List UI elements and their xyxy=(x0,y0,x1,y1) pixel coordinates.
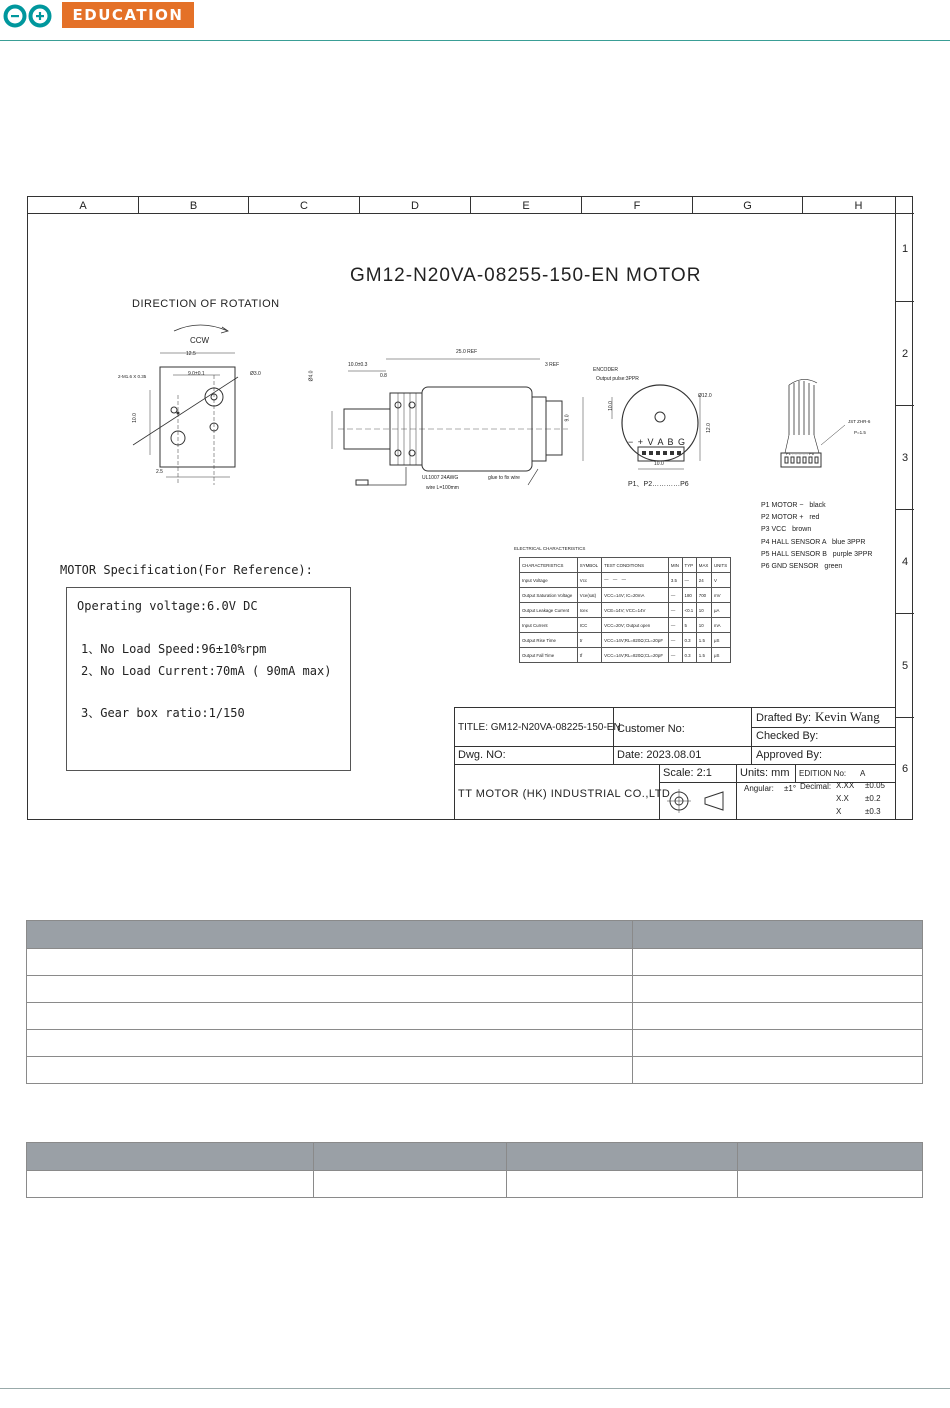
tb-tol-val: ±0.2 xyxy=(865,794,881,803)
elec-cell: <0.1 xyxy=(682,603,696,618)
elec-cell: 3.5 xyxy=(668,573,682,588)
elec-cell: ICC xyxy=(577,618,601,633)
elec-header: SYMBOL xyxy=(577,558,601,573)
table-cell xyxy=(633,976,923,1003)
col-label: B xyxy=(139,197,249,214)
tb-tol-key: X.XX xyxy=(836,781,855,790)
elec-cell: 10 xyxy=(696,618,711,633)
tb-approved: Approved By: xyxy=(756,749,823,761)
spec-line: 1、No Load Speed:96±10%rpm xyxy=(81,642,267,656)
table-cell xyxy=(314,1171,507,1198)
elec-cell: — xyxy=(668,633,682,648)
row-label: 2 xyxy=(896,301,914,405)
table-row xyxy=(27,1171,923,1198)
elec-row xyxy=(520,603,731,618)
col-label: D xyxy=(360,197,471,214)
tb-scale: Scale: 2:1 xyxy=(663,767,712,779)
col-label: H xyxy=(854,199,863,212)
rotation-label: DIRECTION OF ROTATION xyxy=(132,298,280,310)
pin-row: P6 GND SENSOR green xyxy=(761,563,843,571)
tb-drafted: Drafted By: xyxy=(756,712,812,724)
tb-dwg: Dwg. NO: xyxy=(458,749,506,761)
dim-label: 3 REF xyxy=(545,362,560,368)
table-row xyxy=(27,976,923,1003)
dim-label: Ø3.0 xyxy=(250,371,261,377)
elec-cell: tr xyxy=(577,633,601,648)
tb-customer: Customer No: xyxy=(617,723,685,735)
tb-drafter: Kevin Wang xyxy=(815,709,880,724)
elec-cell: Input Current xyxy=(520,618,578,633)
connector-icon xyxy=(773,375,863,475)
front-view-icon xyxy=(118,315,268,490)
tb-edition-val: A xyxy=(860,769,866,778)
education-badge: EDUCATION xyxy=(62,2,194,28)
elec-cell: μS xyxy=(711,648,730,663)
elec-title: ELECTRICAL CHARACTERISTICS xyxy=(514,546,586,551)
table-cell xyxy=(738,1171,923,1198)
elec-cell: — xyxy=(682,573,696,588)
elec-cell: μA xyxy=(711,603,730,618)
pin-labels: − + V A B G xyxy=(628,437,687,447)
elec-row xyxy=(520,618,731,633)
pin-row: P1 MOTOR − black xyxy=(761,502,826,509)
dim-label: 12.5 xyxy=(186,351,196,357)
elec-cell: V xyxy=(711,573,730,588)
title-block xyxy=(454,707,896,820)
table-cell xyxy=(633,949,923,976)
connector-pitch: P=1.5 xyxy=(854,430,866,435)
elec-cell: 180 xyxy=(682,588,696,603)
row-label: 5 xyxy=(896,613,914,717)
dim-label: 10.0 xyxy=(131,413,138,423)
table-cell xyxy=(633,1057,923,1084)
table-cell xyxy=(27,1171,314,1198)
elec-cell: 700 xyxy=(696,588,711,603)
elec-cell: 1.5 xyxy=(696,648,711,663)
table-cell xyxy=(633,1030,923,1057)
electrical-table xyxy=(519,557,731,663)
dim-label: 25.0 REF xyxy=(456,349,478,355)
dim-label: 12.0 xyxy=(705,423,712,433)
elec-header: MAX xyxy=(696,558,711,573)
elec-cell: — xyxy=(668,588,682,603)
wire-label: UL1007 24AWG xyxy=(422,475,459,481)
spec-title: MOTOR Specification(For Reference): xyxy=(60,563,313,577)
table-header xyxy=(738,1143,923,1171)
table-cell xyxy=(27,1057,633,1084)
elec-cell: Vcc xyxy=(577,573,601,588)
elec-cell: Output Fall Time xyxy=(520,648,578,663)
elec-cell: VCE=14V; VCC=14V xyxy=(602,603,669,618)
tb-checked: Checked By: xyxy=(756,730,819,742)
elec-header: TEST CONDITIONS xyxy=(602,558,669,573)
tb-angular: Angular: xyxy=(744,784,774,793)
tb-units: Units: mm xyxy=(740,767,790,779)
elec-cell: Icex xyxy=(577,603,601,618)
encoder-label: ENCODER xyxy=(593,367,619,373)
connector-label: JST ZHR-6 xyxy=(848,419,871,424)
row-label: 3 xyxy=(896,405,914,509)
elec-cell: μS xyxy=(711,633,730,648)
elec-header: MIN xyxy=(668,558,682,573)
table-row xyxy=(27,1030,923,1057)
table-cell xyxy=(27,949,633,976)
info-table-2 xyxy=(26,1142,923,1198)
table-row xyxy=(27,1003,923,1030)
elec-cell: Output Saturation Voltage xyxy=(520,588,578,603)
tb-decimal: Decimal: xyxy=(800,782,832,791)
elec-cell: 1.5 xyxy=(696,633,711,648)
elec-cell: Vce(sat) xyxy=(577,588,601,603)
elec-cell: mA xyxy=(711,618,730,633)
info-table-1 xyxy=(26,920,923,1084)
elec-header: TYP xyxy=(682,558,696,573)
elec-cell: VCC=20V; Output open xyxy=(602,618,669,633)
dim-label: 9.0±0.1 xyxy=(188,371,205,377)
pin-list xyxy=(761,500,872,573)
elec-header-row xyxy=(520,558,731,573)
table-header xyxy=(507,1143,738,1171)
pin-row: P4 HALL SENSOR A blue 3PPR xyxy=(761,538,866,546)
spec-line: 2、No Load Current:70mA ( 90mA max) xyxy=(81,664,332,678)
header-rule xyxy=(0,40,950,41)
table-row xyxy=(27,1057,923,1084)
elec-cell: 24 xyxy=(696,573,711,588)
tb-company: TT MOTOR (HK) INDUSTRIAL CO.,LTD xyxy=(458,788,671,800)
elec-cell: — — — xyxy=(602,573,669,588)
row-label: 1 xyxy=(901,243,909,255)
table-header-row xyxy=(27,1143,923,1171)
table-cell xyxy=(27,1030,633,1057)
glue-label: glue to fix wire xyxy=(488,475,520,481)
tb-angular-val: ±1° xyxy=(784,784,797,793)
table-row xyxy=(27,949,923,976)
column-band xyxy=(28,197,914,214)
encoder-output: Output pulse:3PPR xyxy=(596,376,639,382)
tb-tol-key: X.X xyxy=(836,794,849,803)
table-cell xyxy=(27,1003,633,1030)
tb-tol-key: X xyxy=(836,807,842,816)
row-label: 6 xyxy=(896,717,914,819)
dim-label: 2-M1.6 X 0.35 xyxy=(118,374,147,379)
elec-cell: — xyxy=(668,603,682,618)
pin-row: P5 HALL SENSOR B purple 3PPR xyxy=(761,550,873,558)
projection-symbol-icon xyxy=(665,788,735,814)
dim-label: Ø4.0 xyxy=(308,370,315,382)
elec-cell: Input Voltage xyxy=(520,573,578,588)
elec-cell: 0.3 xyxy=(682,648,696,663)
elec-cell: 0.3 xyxy=(682,633,696,648)
elec-cell: VCC=14V; IC=20mA xyxy=(602,588,669,603)
dim-label: 2.5 xyxy=(156,469,163,475)
elec-cell: — xyxy=(668,618,682,633)
col-label: A xyxy=(28,197,139,214)
drawing-title: GM12-N20VA-08255-150-EN MOTOR xyxy=(350,265,702,286)
table-cell xyxy=(507,1171,738,1198)
spec-line: 3、Gear box ratio:1/150 xyxy=(81,706,245,720)
pin-range-small: P1 ………… P6 xyxy=(786,451,815,456)
elec-cell: mV xyxy=(711,588,730,603)
dim-label: Ø12.0 xyxy=(698,393,712,399)
row-label: 4 xyxy=(896,509,914,613)
rotation-direction: CCW xyxy=(190,336,210,345)
table-header-row xyxy=(27,921,923,949)
tb-tol-val: ±0.3 xyxy=(865,807,881,816)
dim-label: 0.8 xyxy=(380,373,387,379)
table-header xyxy=(27,921,633,949)
col-label: F xyxy=(582,197,693,214)
dim-label: 9.0 xyxy=(564,414,571,422)
dim-label: 10.0±0.3 xyxy=(348,362,368,368)
tb-edition: EDITION No: xyxy=(799,769,847,778)
col-label: E xyxy=(471,197,582,214)
elec-cell: VCC=14V;RL=820Ω;CL=20pF xyxy=(602,648,669,663)
col-label: G xyxy=(693,197,803,214)
tb-date: Date: 2023.08.01 xyxy=(617,749,702,761)
spec-box xyxy=(66,587,351,771)
elec-header: CHARACTERISTICS xyxy=(520,558,578,573)
elec-header: UNITS xyxy=(711,558,730,573)
table-header xyxy=(27,1143,314,1171)
tb-title: TITLE: GM12-N20VA-08225-150-EN xyxy=(458,722,621,733)
elec-cell: tf xyxy=(577,648,601,663)
encoder-face-icon xyxy=(602,375,722,485)
dim-label: 10.0 xyxy=(607,401,614,411)
pin-row: P3 VCC brown xyxy=(761,526,812,534)
col-label: C xyxy=(249,197,360,214)
elec-row xyxy=(520,648,731,663)
tb-tol-val: ±0.05 xyxy=(865,781,885,790)
table-cell xyxy=(27,976,633,1003)
footer-rule xyxy=(0,1388,950,1389)
dim-label: 10.0 xyxy=(654,461,664,467)
spec-line: Operating voltage:6.0V DC xyxy=(77,599,258,613)
wire-length: wire L=100mm xyxy=(426,485,459,491)
arduino-logo-icon xyxy=(2,4,54,28)
pin-row: P2 MOTOR + red xyxy=(761,514,820,522)
elec-cell: Output Rise Time xyxy=(520,633,578,648)
elec-cell: 10 xyxy=(696,603,711,618)
elec-row xyxy=(520,573,731,588)
pin-range: P1、P2…………P6 xyxy=(628,481,689,488)
elec-row xyxy=(520,588,731,603)
table-header xyxy=(633,921,923,949)
motor-drawing xyxy=(27,196,913,820)
table-header xyxy=(314,1143,507,1171)
table-cell xyxy=(633,1003,923,1030)
elec-cell: Output Leakage Current xyxy=(520,603,578,618)
elec-cell: VCC=14V;RL=820Ω;CL=20pF xyxy=(602,633,669,648)
elec-row xyxy=(520,633,731,648)
elec-cell: — xyxy=(668,648,682,663)
elec-cell: 5 xyxy=(682,618,696,633)
